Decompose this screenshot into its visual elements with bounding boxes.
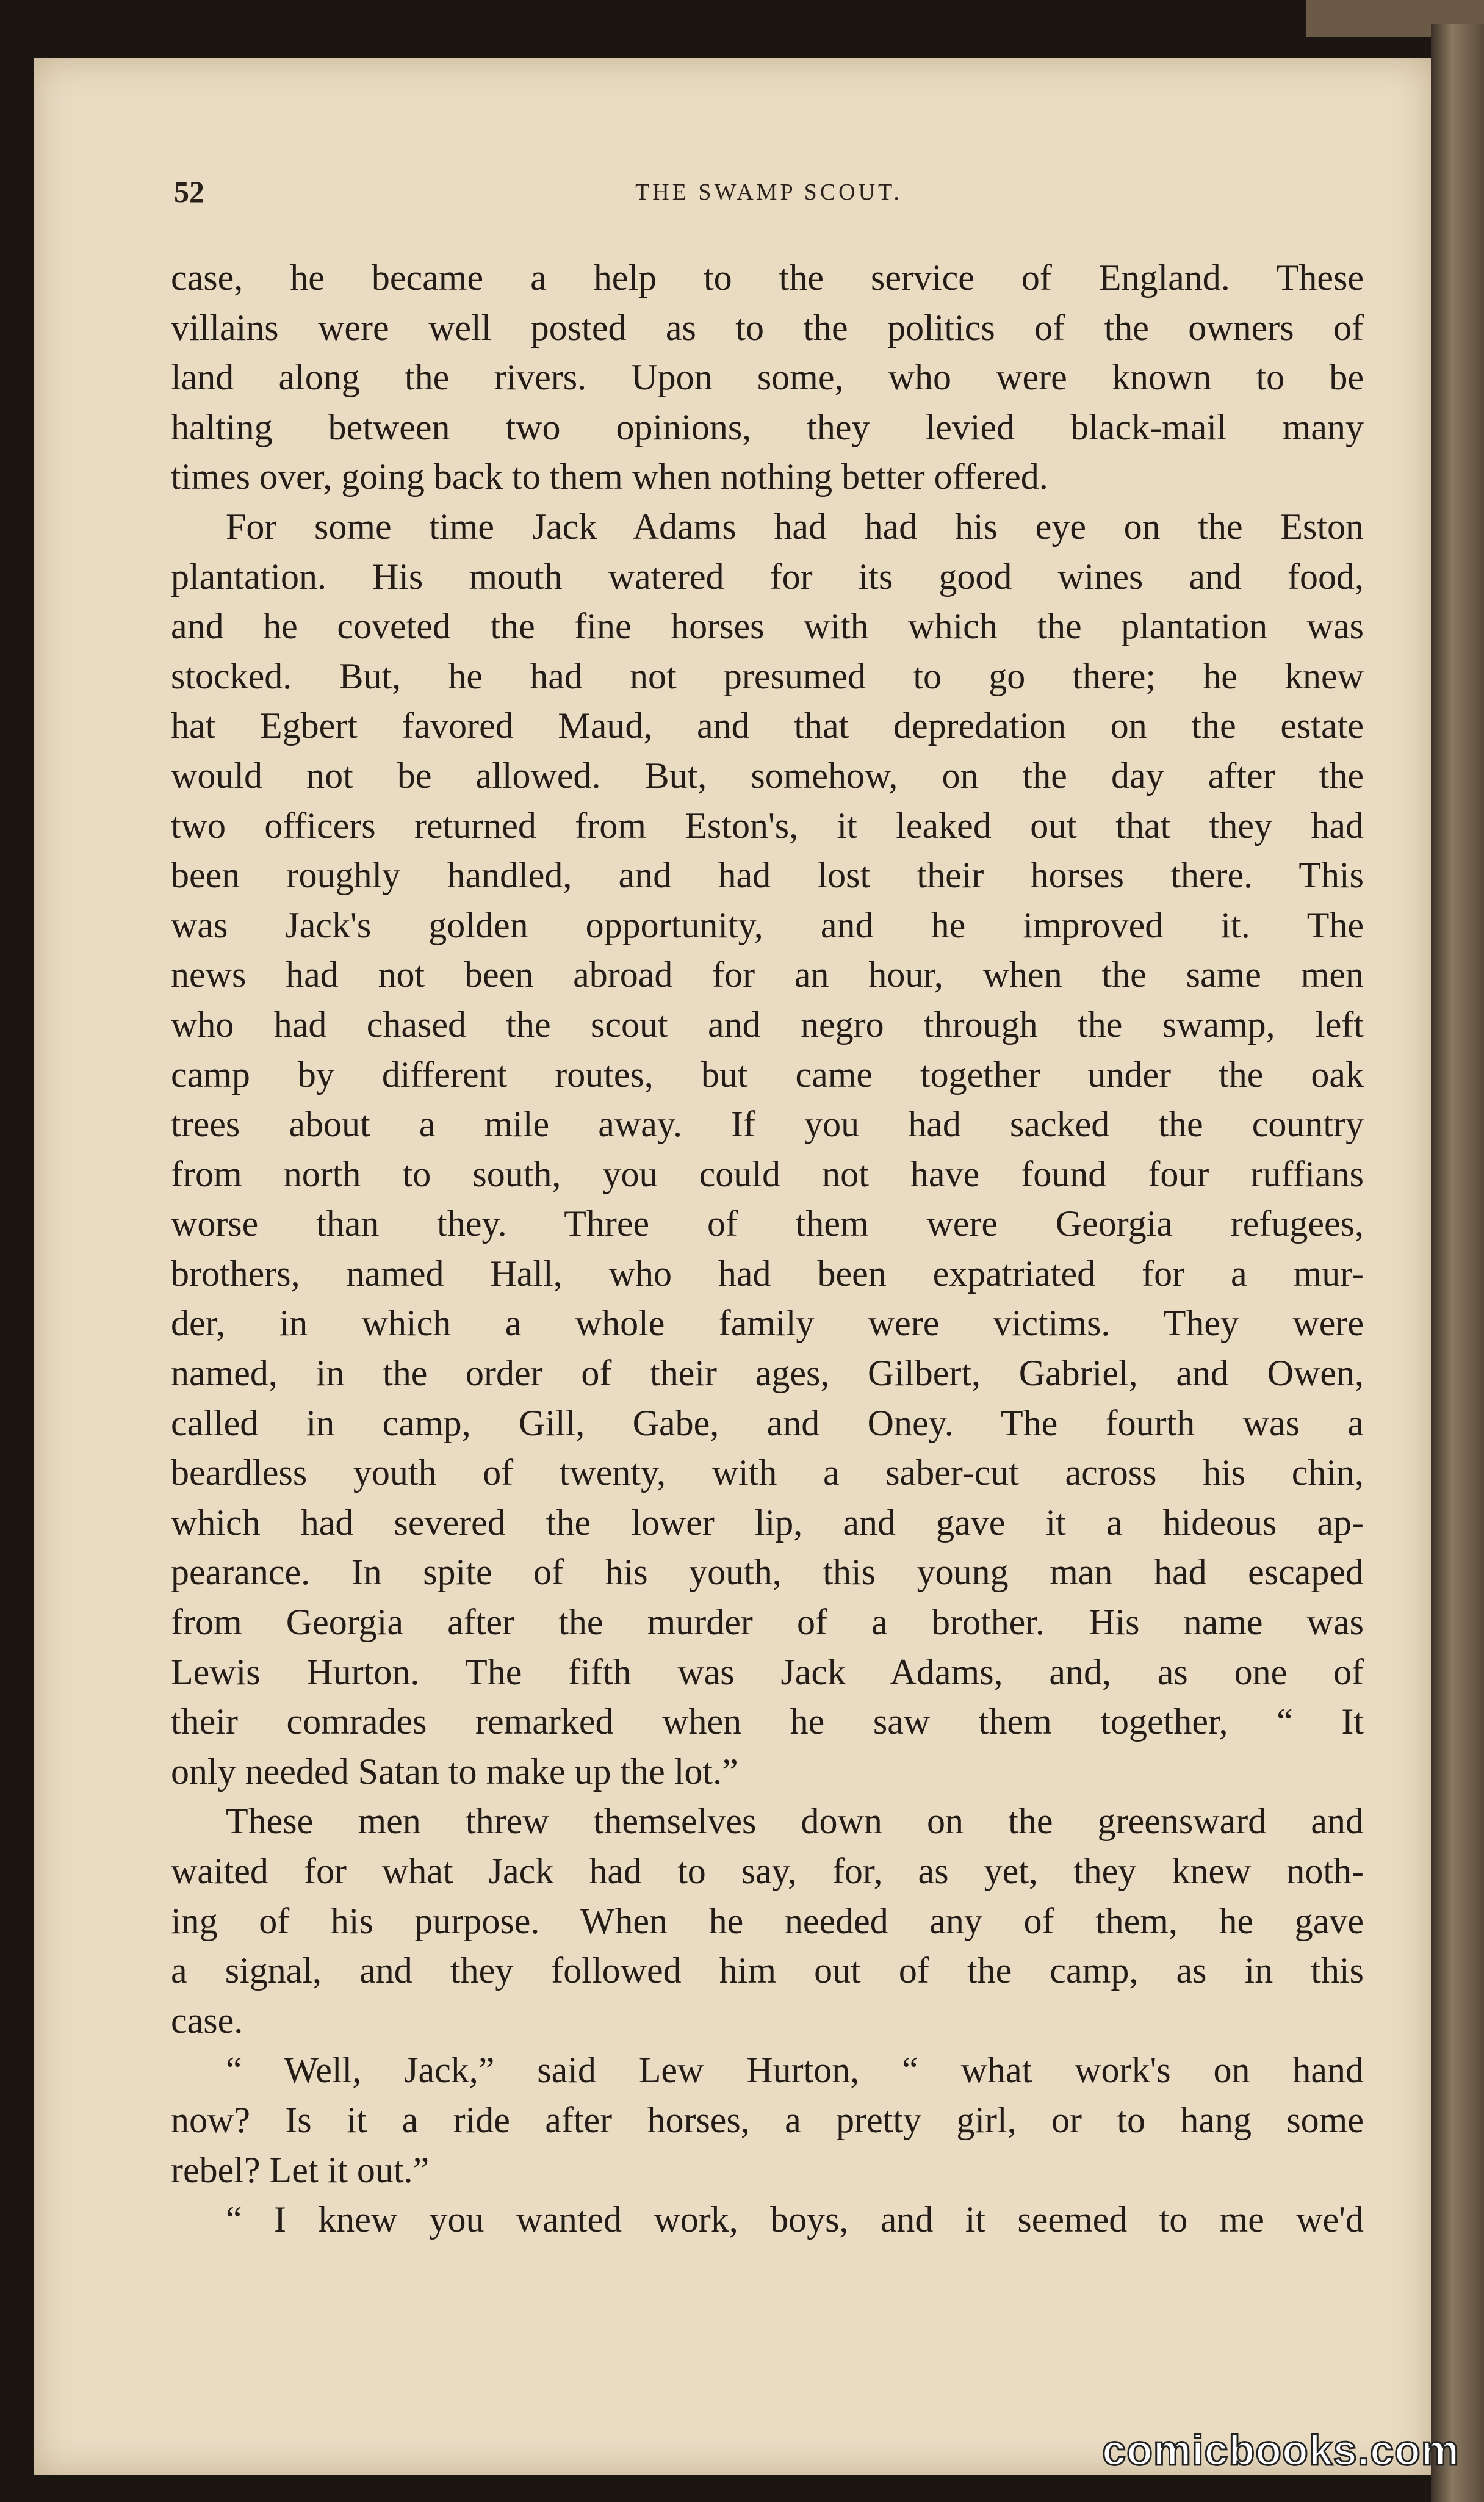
text-line: their comrades remarked when he saw them together, “ It [171,1701,1364,1742]
text-line: a signal, and they followed him out of the camp, as in this [171,1950,1364,1991]
text-line: which had severed the lower lip, and gave it a hideous ap- [171,1502,1364,1543]
text-line: from Georgia after the murder of a brother. His name was [171,1602,1364,1643]
text-line: case. [171,2000,243,2041]
running-title: THE SWAMP SCOUT. [635,179,902,205]
text-line: der, in which a whole family were victims. They were [171,1303,1364,1344]
text-line: rebel? Let it out.” [171,2149,430,2190]
text-line: For some time Jack Adams had had his eye on the Eston [226,506,1364,547]
book-right-edge [1431,24,1484,2502]
text-line: trees about a mile away. If you had sacked the country [171,1104,1364,1145]
text-line: called in camp, Gill, Gabe, and Oney. The fourth was a [171,1402,1364,1443]
text-line: These men threw themselves down on the greensward and [226,1801,1364,1842]
text-line: was Jack's golden opportunity, and he improved it. The [171,904,1364,945]
text-line: land along the rivers. Upon some, who were known to be [171,357,1364,398]
page-header [174,174,1364,211]
text-line: been roughly handled, and had lost their horses there. This [171,855,1364,896]
text-line: worse than they. Three of them were Georgia refugees, [171,1203,1364,1244]
text-line: “ I knew you wanted work, boys, and it seemed to me we'd [226,2199,1364,2240]
text-line: “ Well, Jack,” said Lew Hurton, “ what work's on hand [226,2050,1364,2091]
text-line: waited for what Jack had to say, for, as yet, they knew noth- [171,1851,1364,1891]
text-line: now? Is it a ride after horses, a pretty girl, or to hang some [171,2099,1364,2140]
text-line: stocked. But, he had not presumed to go there; he knew [171,655,1364,696]
text-line: hat Egbert favored Maud, and that depredation on the estate [171,705,1364,746]
page-number: 52 [174,175,204,209]
text-line: brothers, named Hall, who had been expatriated for a mur- [171,1253,1364,1294]
text-line: case, he became a help to the service of England. These [171,258,1364,298]
text-line: times over, going back to them when nothing better offered. [171,456,1048,497]
text-line: news had not been abroad for an hour, when the same men [171,954,1364,995]
text-line: and he coveted the fine horses with which the plantation was [171,606,1364,647]
text-line: beardless youth of twenty, with a saber-cut across his chin, [171,1452,1364,1493]
text-line: halting between two opinions, they levied black-mail many [171,406,1364,447]
text-line: who had chased the scout and negro through the swamp, left [171,1004,1364,1045]
text-line: only needed Satan to make up the lot.” [171,1751,738,1792]
text-line: camp by different routes, but came together under the oak [171,1054,1364,1095]
text-line: from north to south, you could not have found four ruffians [171,1153,1364,1194]
text-line: plantation. His mouth watered for its good wines and food, [171,556,1364,597]
text-line: two officers returned from Eston's, it leaked out that they had [171,805,1364,846]
text-line: pearance. In spite of his youth, this young man had escaped [171,1552,1364,1593]
body-text [171,253,1364,2245]
text-line: named, in the order of their ages, Gilbert, Gabriel, and Owen, [171,1353,1364,1394]
watermark-logo: comicbooks.com [1102,2426,1460,2474]
text-line: Lewis Hurton. The fifth was Jack Adams, and, as one of [171,1651,1364,1692]
text-line: would not be allowed. But, somehow, on the day after the [171,755,1364,796]
text-line: ing of his purpose. When he needed any of them, he gave [171,1900,1364,1941]
text-line: villains were well posted as to the politics of the owners of [171,307,1364,348]
